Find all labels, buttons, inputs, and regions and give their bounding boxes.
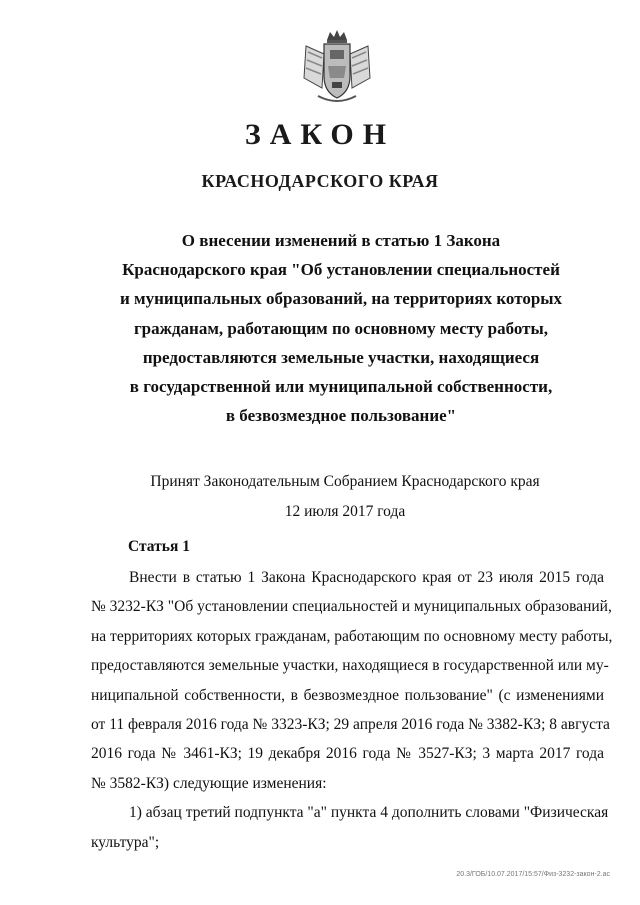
body-line: № 3582-КЗ) следующие изменения:	[91, 774, 327, 792]
body-line: Внести в статью 1 Закона Краснодарского края от 23 июля 2015 года	[129, 569, 604, 586]
body-line: ниципальной собственности, в безвозмездное пользование" (с изменениями	[91, 686, 604, 704]
adoption-date: 12 июля 2017 года	[284, 503, 406, 520]
article-title: Статья 1	[128, 538, 190, 555]
heading-line: в государственной или муниципальной собственности,	[129, 377, 553, 397]
adoption-note	[50, 467, 640, 527]
heading-line: О внесении изменений в статью 1 Закона	[181, 231, 501, 250]
article-body	[91, 563, 613, 857]
heading-line: и муниципальных образований, на территориях которых	[119, 289, 563, 309]
body-line: 1) абзац третий подпункта "а" пункта 4 дополнить словами "Физическая	[129, 804, 609, 822]
body-line: № 3232-КЗ "Об установлении специальностей и муниципальных образований,	[91, 598, 612, 616]
adoption-line: Принят Законодательным Собранием Краснодарского края	[150, 473, 540, 490]
heading-line: Краснодарского края "Об установлении специальностей	[122, 260, 560, 280]
law-heading	[96, 226, 586, 430]
document-title: ЗАКОН	[244, 118, 396, 151]
heading-line: в безвозмездное пользование"	[225, 406, 457, 426]
coat-of-arms-icon	[294, 26, 380, 108]
body-line: 2016 года № 3461-КЗ; 19 декабря 2016 года № 3527-КЗ; 3 марта 2017 года	[91, 745, 604, 763]
body-line: культура";	[91, 833, 160, 851]
heading-line: предоставляются земельные участки, находящиеся	[142, 347, 540, 367]
body-line: предоставляются земельные участки, находящиеся в государственной или му-	[91, 657, 609, 675]
document-id: 20.3/ГОБ/10.07.2017/15:57/Физ-3232-закон-2.ас	[456, 871, 610, 878]
heading-line: гражданам, работающим по основному месту работы,	[133, 318, 549, 338]
document-subtitle: КРАСНОДАРСКОГО КРАЯ	[201, 171, 439, 191]
body-line: на территориях которых гражданам, работающим по основному месту работы,	[91, 627, 613, 645]
body-line: от 11 февраля 2016 года № 3323-КЗ; 29 апреля 2016 года № 3382-КЗ; 8 августа	[91, 716, 610, 734]
